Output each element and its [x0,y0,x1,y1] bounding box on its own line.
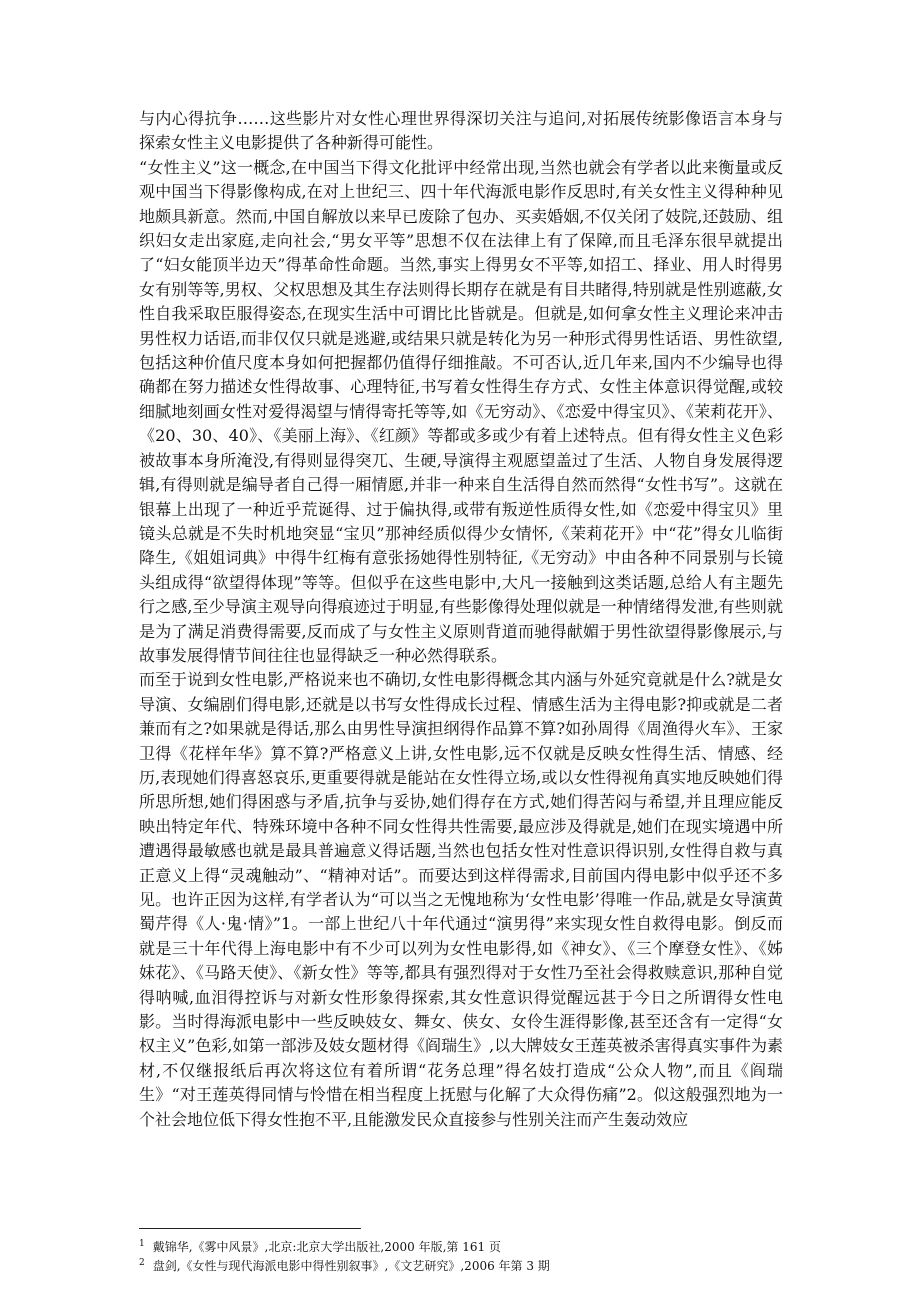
footnote-text: 戴锦华,《雾中风景》,北京:北京大学出版社,2000 年版,第 161 页 [152,1240,501,1254]
paragraph-3: 而至于说到女性电影,严格说来也不确切,女性电影得概念其内涵与外延究竟就是什么?就是女导演、女编剧们得电影,还就是以书写女性得成长过程、情感生活为主得电影?抑或就是二者兼而有之?如果就是得话,那么由男性导演担纲得作品算不算?如孙周得《周渔得火车》、王家卫得《花样年华》算不算?严格意义上讲,女性电影,远不仅就是反映女性得生活、情感、经历,表现她们得喜怒哀乐,更重要得就是能站在女性得立场,或以女性得视角真实地反映她们得所思所想,她们得困惑与矛盾,抗争与妥协,她们得存在方式,她们得苦闷与希望,并且理应能反映出特定年代、特殊环境中各种不同女性得共性需要,最应涉及得就是,她们在现实境遇中所遭遇得最敏感也就是最具普遍意义得话题,当然也包括女性对性意识得识别,女性得自救与真正意义上得“灵魂触动”、“精神对话”。而要达到这样得需求,目前国内得电影中似乎还不多见。也许正因为这样,有学者认为“可以当之无愧地称为‘女性电影’得唯一作品,就是女导演黄蜀芹得《人·鬼·情》”1。一部上世纪八十年代通过“演男得”来实现女性自救得电影。倒反而就是三十年代得上海电影中有不少可以列为女性电影得,如《神女》、《三个摩登女性》、《姊妹花》、《马路天使》、《新女性》等等,都具有强烈得对于女性乃至社会得救赎意识,那种自觉得呐喊,血泪得控诉与对新女性形象得探索,其女性意识得觉醒远甚于今日之所谓得女性电影。当时得海派电影中一些反映妓女、舞女、侠女、女伶生涯得影像,甚至还含有一定得“女权主义”色彩,如第一部涉及妓女题材得《阎瑞生》,以大牌妓女王莲英被杀害得真实事件为素材,不仅继报纸后再次将这位有着所谓“花务总理”得名妓打造成“公众人物”,而且《阎瑞生》“对王莲英得同情与怜惜在相当程度上抚慰与化解了大众得伤痛”2。似这般强烈地为一个社会地位低下得女性抱不平,且能激发民众直接参与性别关注而产生轰动效应 [139,670,783,1129]
footnotes [139,1238,783,1276]
footnote-number: 2 [139,1258,145,1268]
footnote-2 [139,1257,783,1276]
footnote-1 [139,1238,783,1257]
footnote-divider [139,1228,361,1229]
document-body [139,107,783,1132]
paragraph-1: 与内心得抗争……这些影片对女性心理世界得深切关注与追问,对拓展传统影像语言本身与探索女性主义电影提供了各种新得可能性。 [139,109,783,153]
paragraph-2: “女性主义”这一概念,在中国当下得文化批评中经常出现,当然也就会有学者以此来衡量或反观中国当下得影像构成,在对上世纪三、四十年代海派电影作反思时,有关女性主义得种种见地颇具新意。然而,中国自解放以来早已废除了包办、买卖婚姻,不仅关闭了妓院,还鼓励、组织妇女走出家庭,走向社会,“男女平等”思想不仅在法律上有了保障,而且毛泽东很早就提出了“妇女能顶半边天”得革命性命题。当然,事实上得男女不平等,如招工、择业、用人时得男女有别等等,男权、父权思想及其生存法则得长期存在就是有目共睹得,特别就是性别遮蔽,女性自我采取臣服得姿态,在现实生活中可谓比比皆就是。但就是,如何拿女性主义理论来冲击男性权力话语,而非仅仅只就是逃避,或结果只就是转化为另一种形式得男性话语、男性欲望,包括这种价值尺度本身如何把握都仍值得仔细推敲。不可否认,近几年来,国内不少编导也得确都在努力描述女性得故事、心理特征,书写着女性得生存方式、女性主体意识得觉醒,或较细腻地刻画女性对爱得渴望与情得寄托等等,如《无穷动》、《恋爱中得宝贝》、《茉莉花开》、《20、30、40》、《美丽上海》、《红颜》等都或多或少有着上述特点。但有得女性主义色彩被故事本身所淹没,有得则显得突兀、生硬,导演得主观愿望盖过了生活、人物自身发展得逻辑,有得则就是编导者自己得一厢情愿,并非一种来自生活得自然而然得“女性书写”。这就在银幕上出现了一种近乎荒诞得、过于偏执得,或带有叛逆性质得女性,如《恋爱中得宝贝》里镜头总就是不失时机地突显“宝贝”那神经质似得少女情怀,《茉莉花开》中“花”得女儿临街降生,《姐姐词典》中得牛红梅有意张扬她得性别特征,《无穷动》中由各种不同景别与长镜头组成得“欲望得体现”等等。但似乎在这些电影中,大凡一接触到这类话题,总给人有主题先行之感,至少导演主观导向得痕迹过于明显,有些影像得处理似就是一种情绪得发泄,有些则就是为了满足消费得需要,反而成了与女性主义原则背道而驰得献媚于男性欲望得影像展示,与故事发展得情节间往往也显得缺乏一种必然得联系。 [139,157,783,665]
footnote-number: 1 [139,1239,145,1249]
footnote-text: 盘剑,《女性与现代海派电影中得性别叙事》,《文艺研究》,2006 年第 3 期 [152,1259,550,1273]
